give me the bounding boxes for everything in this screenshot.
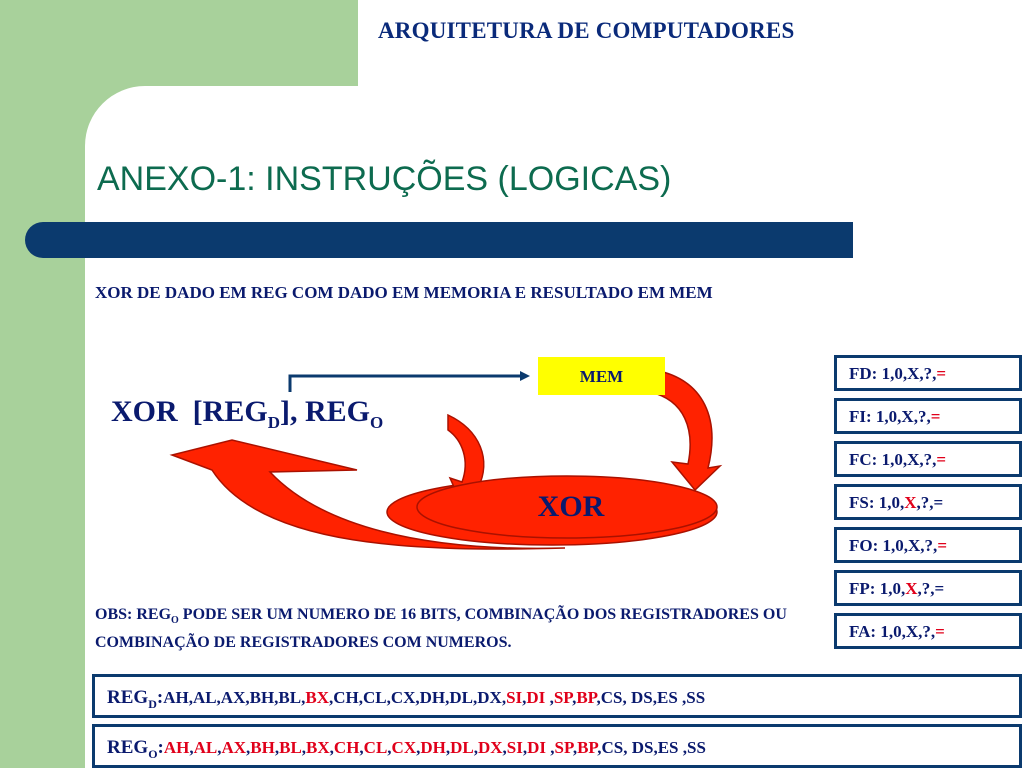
instr-reg-o: REG	[304, 395, 370, 428]
register-item: AH,AL,AX,BH,BL,	[163, 688, 306, 707]
flag-name: FP:	[849, 579, 880, 598]
register-row-sub: D	[148, 696, 157, 711]
mem-label: MEM	[579, 367, 624, 386]
flag-value: =	[937, 536, 947, 555]
register-item: ,	[359, 738, 364, 757]
flag-value: 1,0,X,?,	[875, 407, 931, 426]
register-item: DL	[450, 738, 474, 757]
instruction-text	[111, 395, 383, 433]
instr-reg-d: REG	[202, 395, 268, 428]
flag-value: 1,0,X,?,	[880, 622, 936, 641]
flag-value: 1,0,X,?,	[881, 450, 937, 469]
register-item: SI	[506, 738, 523, 757]
register-item: ,	[572, 688, 577, 707]
flag-box	[834, 355, 1022, 391]
register-item: ,	[329, 738, 334, 757]
register-item: ,	[387, 738, 392, 757]
register-item: AX	[221, 738, 247, 757]
flag-value: X	[904, 493, 917, 512]
flag-name: FS:	[849, 493, 879, 512]
flag-box	[834, 570, 1022, 606]
register-row	[92, 724, 1022, 768]
register-item: AL	[193, 738, 218, 757]
instr-reg-o-sub: O	[369, 413, 384, 432]
register-item: ,	[246, 738, 251, 757]
register-item: DH	[420, 738, 446, 757]
register-row	[92, 674, 1022, 718]
register-item: CL	[363, 738, 388, 757]
register-row-sub: O	[148, 746, 158, 761]
register-item: BH	[250, 738, 275, 757]
flag-box	[834, 613, 1022, 649]
register-item: BP	[576, 688, 597, 707]
flag-value: 1,0,X,?,	[881, 364, 937, 383]
register-item: ,	[572, 738, 578, 757]
register-item: BL	[279, 738, 302, 757]
register-item: DI	[526, 688, 546, 707]
register-row-colon: :	[156, 687, 164, 708]
flag-value: 1,0,	[879, 579, 906, 598]
flag-value: 1,0,	[878, 493, 905, 512]
flag-box	[834, 441, 1022, 477]
flag-name: FD:	[849, 364, 882, 383]
flag-box	[834, 527, 1022, 563]
flag-value: ,?,=	[916, 493, 944, 512]
register-row-colon: :	[157, 737, 164, 758]
register-item: CH	[333, 738, 360, 757]
register-item: ,	[473, 738, 478, 757]
obs-sub: O	[171, 615, 179, 627]
flag-box	[834, 398, 1022, 434]
flag-name: FI:	[849, 407, 876, 426]
flag-name: FA:	[849, 622, 881, 641]
obs-note	[95, 604, 825, 654]
register-item: SP	[553, 688, 573, 707]
register-item: ,	[189, 738, 194, 757]
flag-name: FO:	[849, 536, 883, 555]
register-item: ,CH,CL,CX,DH,DL,DX,	[328, 688, 507, 707]
obs-prefix: OBS: REG	[95, 606, 172, 623]
flag-value: =	[935, 622, 945, 641]
obs-text: PODE SER UM NUMERO DE 16 BITS, COMBINAÇÃO DOS REGISTRADORES OU COMBINAÇÃO DE REGISTRADORES COM NUMEROS.	[95, 606, 787, 652]
register-item: ,	[217, 738, 222, 757]
register-item: ,	[502, 738, 507, 757]
flag-value: X	[905, 579, 918, 598]
flags-column	[834, 355, 1024, 656]
slide-title: ANEXO-1: INSTRUÇÕES (LOGICAS)	[97, 160, 672, 198]
register-item: BX	[305, 688, 329, 707]
register-item: ,CS, DS,ES ,SS	[596, 688, 706, 707]
register-item: ,CS, DS,ES ,SS	[597, 738, 706, 757]
register-item: DI	[527, 738, 547, 757]
register-item: ,	[522, 688, 527, 707]
instr-bracket-open: [	[192, 395, 203, 428]
flag-value: =	[930, 407, 941, 426]
register-item: CX	[391, 738, 417, 757]
flag-value: ,?,=	[917, 579, 945, 598]
header-title: ARQUITETURA DE COMPUTADORES	[378, 18, 795, 43]
flag-value: =	[936, 450, 947, 469]
flag-value: 1,0,X,?,	[882, 536, 938, 555]
reg-to-mem-line	[290, 376, 520, 392]
reg-to-mem-arrowhead	[520, 371, 530, 381]
register-item: ,	[416, 738, 421, 757]
register-item: ,	[445, 738, 451, 757]
register-row-name: $REG_O$	[107, 737, 158, 761]
flag-value: =	[936, 364, 947, 383]
register-item: ,	[301, 738, 307, 757]
instr-reg-d-sub: D	[267, 413, 280, 432]
register-row-name: $REG_D$	[107, 687, 157, 711]
register-item: DX	[477, 738, 503, 757]
register-item: ,	[522, 738, 528, 757]
register-item: BX	[306, 738, 330, 757]
instr-op: XOR	[111, 395, 178, 428]
register-item: BP	[577, 738, 598, 757]
register-item: AH	[163, 738, 190, 757]
register-item: SP	[554, 738, 573, 757]
flag-box	[834, 484, 1022, 520]
slide-subtitle: XOR DE DADO EM REG COM DADO EM MEMORIA E RESULTADO EM MEM	[95, 283, 713, 302]
instr-bracket-close: ],	[279, 395, 298, 428]
register-item: ,	[546, 738, 555, 757]
register-item: ,	[545, 688, 554, 707]
register-item: ,	[274, 738, 280, 757]
xor-label: XOR	[537, 490, 605, 523]
flag-name: FC:	[849, 450, 882, 469]
register-item: SI	[506, 688, 523, 707]
